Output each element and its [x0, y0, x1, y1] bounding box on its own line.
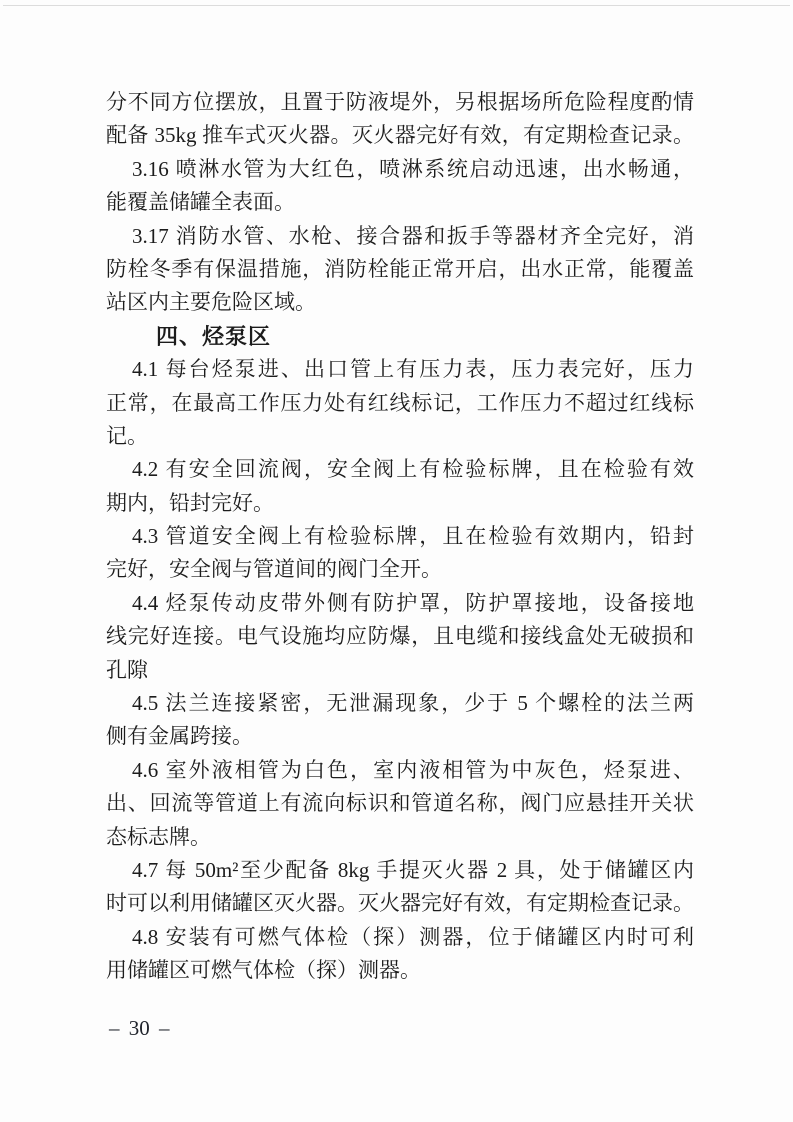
text-line: 配备 35kg 推车式灭火器。灭火器完好有效，有定期检查记录。 — [106, 123, 694, 148]
text-line: 能覆盖储罐全表面。 — [106, 190, 295, 215]
text-line: 防栓冬季有保温措施，消防栓能正常开启，出水正常，能覆盖 — [106, 256, 694, 281]
clause-4-6: 4.6 室外液相管为白色，室内液相管为中灰色，烃泵进、 — [132, 757, 694, 782]
clause-4-1: 4.1 每台烃泵进、出口管上有压力表，压力表完好，压力 — [132, 357, 694, 382]
text-line: 时可以利用储罐区灭火器。灭火器完好有效，有定期检查记录。 — [106, 891, 694, 916]
text-line: 期内，铅封完好。 — [106, 490, 274, 515]
clause-4-5: 4.5 法兰连接紧密，无泄漏现象，少于 5 个螺栓的法兰两 — [132, 691, 694, 716]
text-line: 分不同方位摆放，且置于防液堤外，另根据场所危险程度酌情 — [106, 90, 694, 114]
text-line: 线完好连接。电气设施均应防爆，且电缆和接线盒处无破损和 — [106, 624, 694, 649]
scan-edge-artifact — [3, 5, 790, 6]
text-line: 正常，在最高工作压力处有红线标记，工作压力不超过红线标 — [106, 390, 694, 415]
body-text-block — [106, 86, 694, 988]
text-line: 记。 — [106, 423, 148, 448]
section-heading: 四、烃泵区 — [156, 323, 272, 349]
clause-4-8: 4.8 安装有可燃气体检（探）测器，位于储罐区内时可利 — [132, 924, 694, 949]
text-line: 出、回流等管道上有流向标识和管道名称，阀门应悬挂开关状 — [106, 791, 694, 816]
text-line: 完好，安全阀与管道间的阀门全开。 — [106, 557, 442, 582]
text-line: 侧有金属跨接。 — [106, 724, 253, 749]
clause-4-7: 4.7 每 50m²至少配备 8kg 手提灭火器 2 具，处于储罐区内 — [132, 857, 694, 882]
clause-4-2: 4.2 有安全回流阀，安全阀上有检验标牌，且在检验有效 — [132, 457, 694, 482]
clause-4-3: 4.3 管道安全阀上有检验标牌，且在检验有效期内，铅封 — [132, 524, 694, 549]
page-number: – 30 – — [109, 1016, 170, 1040]
clause-3-16: 3.16 喷淋水管为大红色，喷淋系统启动迅速，出水畅通， — [132, 156, 694, 181]
text-line: 用储罐区可燃气体检（探）测器。 — [106, 958, 421, 983]
clause-4-4: 4.4 烃泵传动皮带外侧有防护罩，防护罩接地，设备接地 — [132, 590, 694, 615]
clause-3-17: 3.17 消防水管、水枪、接合器和扳手等器材齐全完好，消 — [132, 223, 694, 248]
text-line: 态标志牌。 — [106, 824, 211, 849]
text-line: 站区内主要危险区域。 — [106, 290, 316, 315]
text-line: 孔隙 — [106, 657, 148, 682]
